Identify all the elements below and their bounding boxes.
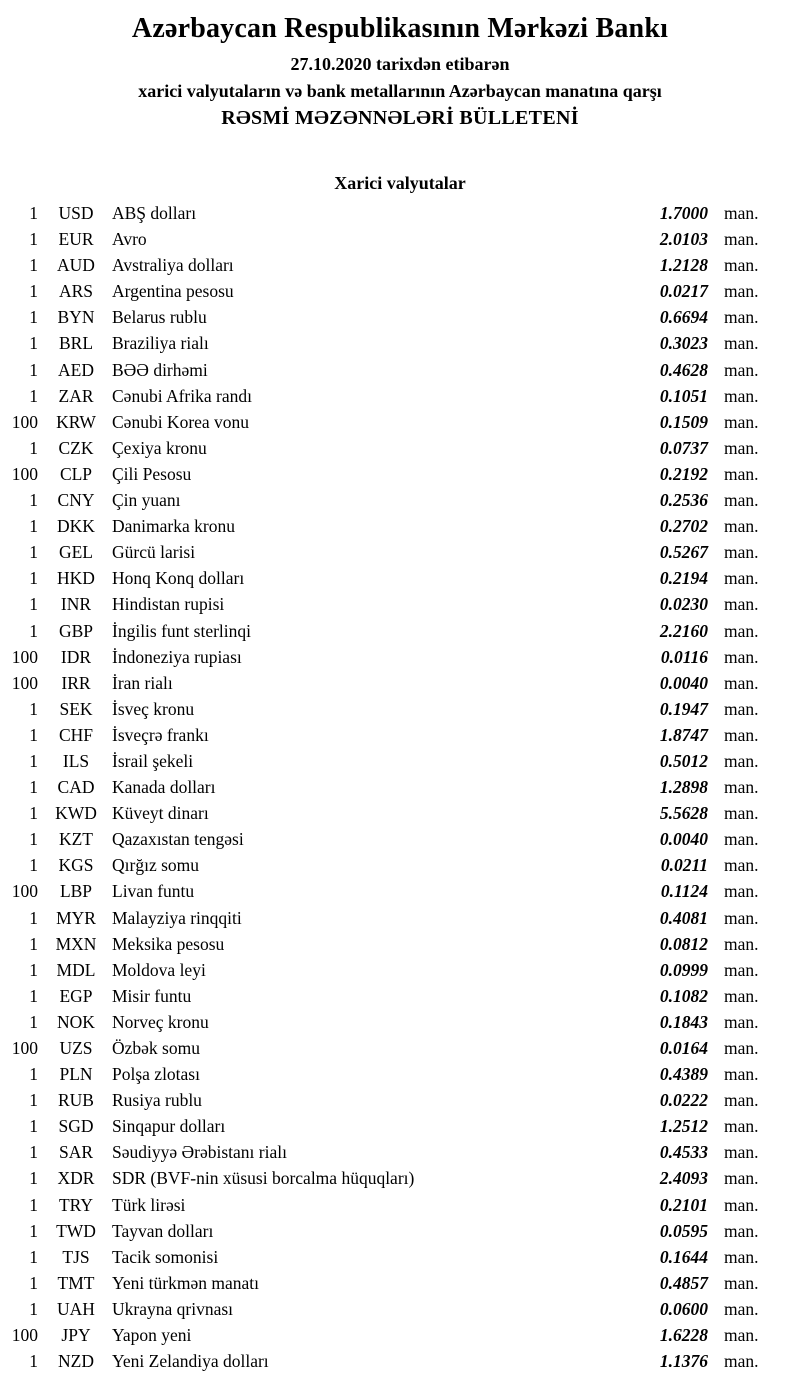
unit-cell: man. — [724, 1116, 759, 1137]
table-row — [0, 461, 800, 487]
unit-cell: man. — [724, 281, 759, 302]
quantity-cell: 1 — [29, 777, 38, 798]
table-row — [0, 722, 800, 748]
subtitle-line: xarici valyutaların və bank metallarının Azərbaycan manatına qarşı — [138, 81, 662, 101]
quantity-cell: 1 — [29, 568, 38, 589]
unit-cell: man. — [724, 646, 759, 667]
currency-name-cell: Çin yuanı — [112, 490, 181, 511]
quantity-cell: 1 — [29, 1168, 38, 1189]
table-row — [0, 226, 800, 252]
rate-value-cell: 0.1124 — [660, 881, 708, 902]
currency-name-cell: Moldova leyi — [112, 959, 206, 980]
currency-code-cell: MDL — [56, 959, 96, 980]
currency-name-cell: Norveç kronu — [112, 1011, 209, 1032]
table-row — [0, 748, 800, 774]
table-row — [0, 1244, 800, 1270]
currency-name-cell: Küveyt dinarı — [112, 803, 209, 824]
table-row — [0, 957, 800, 983]
rate-value-cell: 0.1644 — [659, 1246, 708, 1267]
rate-value-cell: 0.0999 — [659, 959, 708, 980]
unit-cell: man. — [724, 881, 759, 902]
quantity-cell: 1 — [29, 1194, 38, 1215]
currency-code-cell: GEL — [58, 542, 94, 563]
rate-value-cell: 1.8747 — [659, 724, 708, 745]
quantity-cell: 100 — [11, 463, 38, 484]
currency-name-cell: BƏƏ dirhəmi — [112, 359, 208, 380]
rate-value-cell: 1.2128 — [659, 255, 708, 276]
currency-code-cell: XDR — [57, 1168, 95, 1189]
rate-value-cell: 0.3023 — [659, 333, 708, 354]
quantity-cell: 1 — [29, 281, 38, 302]
quantity-cell: 1 — [29, 255, 38, 276]
currency-name-cell: SDR (BVF-nin xüsusi borcalma hüquqları) — [112, 1168, 415, 1189]
table-row — [0, 1061, 800, 1087]
currency-name-cell: Rusiya rublu — [112, 1090, 202, 1111]
currency-code-cell: AED — [58, 359, 94, 380]
currency-code-cell: CNY — [57, 490, 95, 511]
unit-cell: man. — [724, 1351, 759, 1372]
currency-code-cell: AUD — [57, 255, 95, 276]
currency-code-cell: UZS — [59, 1038, 93, 1058]
quantity-cell: 100 — [11, 646, 38, 667]
rate-value-cell: 0.1051 — [659, 385, 708, 406]
quantity-cell: 1 — [29, 750, 38, 771]
currency-name-cell: İran rialı — [112, 672, 173, 693]
currency-name-cell: İsrail şekeli — [112, 750, 194, 771]
quantity-cell: 1 — [29, 1272, 38, 1293]
currency-name-cell: Yapon yeni — [112, 1325, 192, 1346]
currency-code-cell: CHF — [58, 724, 94, 745]
unit-cell: man. — [724, 463, 759, 484]
rate-value-cell: 0.0116 — [660, 646, 708, 667]
rate-value-cell: 0.2101 — [659, 1194, 708, 1215]
rate-value-cell: 0.0222 — [659, 1090, 708, 1111]
table-row — [0, 878, 800, 904]
unit-cell: man. — [724, 724, 759, 745]
table-row — [0, 252, 800, 278]
document-header — [0, 0, 800, 131]
table-row — [0, 1009, 800, 1035]
unit-cell: man. — [724, 620, 759, 641]
quantity-cell: 1 — [29, 803, 38, 824]
rate-value-cell: 0.1947 — [659, 698, 708, 719]
unit-cell: man. — [724, 1038, 759, 1058]
unit-cell: man. — [724, 594, 759, 615]
currency-code-cell: RUB — [58, 1090, 94, 1111]
quantity-cell: 1 — [29, 385, 38, 406]
rate-value-cell: 0.2194 — [659, 568, 708, 589]
table-row — [0, 1296, 800, 1322]
table-row — [0, 931, 800, 957]
quantity-cell: 1 — [29, 333, 38, 354]
table-row — [0, 565, 800, 591]
quantity-cell: 1 — [29, 437, 38, 458]
currency-code-cell: SEK — [59, 698, 93, 719]
quantity-cell: 1 — [29, 829, 38, 850]
quantity-cell: 1 — [29, 307, 38, 328]
currency-code-cell: UAH — [57, 1298, 95, 1319]
currency-code-cell: KGS — [58, 855, 94, 876]
currency-name-cell: Cənubi Korea vonu — [112, 411, 250, 432]
rate-value-cell: 0.0164 — [659, 1038, 708, 1058]
rate-value-cell: 0.4081 — [659, 907, 708, 928]
currency-code-cell: CZK — [58, 437, 94, 458]
currency-name-cell: Avro — [112, 229, 147, 250]
unit-cell: man. — [724, 1325, 759, 1346]
unit-cell: man. — [724, 907, 759, 928]
currency-name-cell: Polşa zlotası — [112, 1064, 200, 1085]
currency-code-cell: ARS — [58, 281, 94, 302]
rate-value-cell: 0.0812 — [659, 933, 708, 954]
bulletin-title: RƏSMİ MƏZƏNNƏLƏRİ BÜLLETENİ — [221, 107, 579, 129]
rate-value-cell: 0.0040 — [659, 672, 708, 693]
unit-cell: man. — [724, 985, 759, 1006]
currency-code-cell: DKK — [57, 516, 95, 537]
quantity-cell: 1 — [29, 542, 38, 563]
currency-code-cell: IDR — [60, 646, 92, 667]
currency-code-cell: ILS — [62, 750, 90, 771]
unit-cell: man. — [724, 385, 759, 406]
rate-value-cell: 0.4628 — [659, 359, 708, 380]
unit-cell: man. — [724, 777, 759, 798]
quantity-cell: 1 — [29, 229, 38, 250]
unit-cell: man. — [724, 1272, 759, 1293]
unit-cell: man. — [724, 1011, 759, 1032]
currency-code-cell: BRL — [58, 333, 94, 354]
currency-name-cell: Yeni türkmən manatı — [112, 1272, 259, 1293]
table-row — [0, 330, 800, 356]
table-row — [0, 409, 800, 435]
quantity-cell: 1 — [29, 985, 38, 1006]
rate-value-cell: 0.5267 — [659, 542, 708, 563]
unit-cell: man. — [724, 803, 759, 824]
quantity-cell: 1 — [29, 490, 38, 511]
currency-name-cell: Gürcü larisi — [112, 542, 196, 563]
quantity-cell: 1 — [29, 1298, 38, 1319]
currency-name-cell: İndoneziya rupiası — [112, 646, 242, 667]
rate-value-cell: 0.4533 — [659, 1142, 708, 1163]
rate-value-cell: 5.5628 — [659, 803, 708, 824]
rate-value-cell: 0.0230 — [659, 594, 708, 615]
quantity-cell: 100 — [11, 1325, 38, 1346]
effective-date-line: 27.10.2020 tarixdən etibarən — [290, 54, 510, 74]
currency-code-cell: ZAR — [58, 385, 94, 406]
rate-value-cell: 0.1509 — [659, 411, 708, 432]
unit-cell: man. — [724, 1064, 759, 1085]
currency-code-cell: TMT — [57, 1272, 95, 1293]
table-row — [0, 1113, 800, 1139]
unit-cell: man. — [724, 1090, 759, 1111]
currency-name-cell: Malayziya rinqqiti — [112, 907, 242, 928]
quantity-cell: 1 — [29, 1220, 38, 1241]
currency-code-cell: BYN — [57, 307, 95, 328]
table-row — [0, 826, 800, 852]
currency-code-cell: KZT — [58, 829, 94, 850]
quantity-cell: 1 — [29, 359, 38, 380]
currency-name-cell: Livan funtu — [112, 881, 195, 902]
quantity-cell: 1 — [29, 203, 38, 223]
currency-name-cell: Argentina pesosu — [112, 281, 234, 302]
currency-name-cell: Braziliya rialı — [112, 333, 209, 354]
currency-name-cell: Avstraliya dolları — [112, 255, 234, 276]
rate-value-cell: 0.4857 — [659, 1272, 708, 1293]
currency-code-cell: SAR — [58, 1142, 94, 1163]
unit-cell: man. — [724, 516, 759, 537]
unit-cell: man. — [724, 1168, 759, 1189]
rate-value-cell: 2.2160 — [659, 620, 708, 641]
unit-cell: man. — [724, 542, 759, 563]
currency-code-cell: KRW — [56, 411, 96, 432]
quantity-cell: 1 — [29, 855, 38, 876]
rate-value-cell: 0.0737 — [659, 437, 708, 458]
currency-code-cell: KWD — [55, 803, 97, 824]
rate-value-cell: 2.0103 — [659, 229, 708, 250]
rate-value-cell: 1.2898 — [659, 777, 708, 798]
quantity-cell: 1 — [29, 907, 38, 928]
rate-value-cell: 0.2702 — [659, 516, 708, 537]
rate-value-cell: 0.5012 — [659, 750, 708, 771]
quantity-cell: 100 — [11, 672, 38, 693]
currency-code-cell: MXN — [55, 933, 97, 954]
table-row — [0, 513, 800, 539]
rate-value-cell: 2.4093 — [659, 1168, 708, 1189]
table-row — [0, 800, 800, 826]
rate-value-cell: 0.0217 — [659, 281, 708, 302]
currency-name-cell: Səudiyyə Ərəbistanı rialı — [112, 1142, 287, 1163]
currency-code-cell: MYR — [56, 907, 96, 928]
table-row — [0, 383, 800, 409]
table-row — [0, 200, 800, 226]
currency-code-cell: TWD — [56, 1220, 96, 1241]
currency-code-cell: TRY — [58, 1194, 94, 1215]
section-title-foreign-currencies: Xarici valyutalar — [334, 173, 466, 193]
table-row — [0, 774, 800, 800]
unit-cell: man. — [724, 672, 759, 693]
table-row — [0, 852, 800, 878]
rate-value-cell: 0.0040 — [659, 829, 708, 850]
currency-code-cell: LBP — [59, 881, 93, 902]
currency-name-cell: Kanada dolları — [112, 777, 216, 798]
quantity-cell: 1 — [29, 1116, 38, 1137]
unit-cell: man. — [724, 203, 759, 223]
currency-code-cell: PLN — [59, 1064, 93, 1085]
currency-name-cell: Honq Konq dolları — [112, 568, 245, 589]
currency-name-cell: İsveç kronu — [112, 698, 195, 719]
quantity-cell: 1 — [29, 698, 38, 719]
rate-value-cell: 1.2512 — [659, 1116, 708, 1137]
quantity-cell: 1 — [29, 516, 38, 537]
unit-cell: man. — [724, 829, 759, 850]
rate-value-cell: 0.1843 — [659, 1011, 708, 1032]
table-row — [0, 644, 800, 670]
unit-cell: man. — [724, 229, 759, 250]
unit-cell: man. — [724, 1194, 759, 1215]
currency-code-cell: CAD — [57, 777, 95, 798]
currency-code-cell: EUR — [58, 229, 94, 250]
quantity-cell: 1 — [29, 1351, 38, 1372]
quantity-cell: 1 — [29, 1064, 38, 1085]
currency-name-cell: Cənubi Afrika randı — [112, 385, 252, 406]
currency-code-cell: TJS — [62, 1246, 90, 1267]
currency-name-cell: ABŞ dolları — [112, 203, 197, 223]
currency-code-cell: IRR — [61, 672, 91, 693]
rate-value-cell: 0.0595 — [659, 1220, 708, 1241]
table-row — [0, 357, 800, 383]
currency-code-cell: CLP — [59, 463, 93, 484]
currency-name-cell: Çexiya kronu — [112, 437, 207, 458]
unit-cell: man. — [724, 437, 759, 458]
quantity-cell: 1 — [29, 1142, 38, 1163]
table-row — [0, 591, 800, 617]
currency-name-cell: Meksika pesosu — [112, 933, 225, 954]
unit-cell: man. — [724, 490, 759, 511]
quantity-cell: 1 — [29, 959, 38, 980]
rate-value-cell: 1.7000 — [659, 203, 708, 223]
page-title: Azərbaycan Respublikasının Mərkəzi Bankı — [131, 13, 669, 44]
currency-code-cell: INR — [60, 594, 92, 615]
table-row — [0, 1270, 800, 1296]
rate-value-cell: 0.1082 — [659, 985, 708, 1006]
unit-cell: man. — [724, 698, 759, 719]
currency-name-cell: Yeni Zelandiya dolları — [112, 1351, 269, 1372]
unit-cell: man. — [724, 855, 759, 876]
currency-name-cell: Ukrayna qrivnası — [112, 1298, 234, 1319]
currency-code-cell: USD — [58, 203, 94, 223]
table-row — [0, 983, 800, 1009]
table-row — [0, 539, 800, 565]
unit-cell: man. — [724, 959, 759, 980]
currency-name-cell: Çili Pesosu — [112, 463, 192, 484]
currency-code-cell: GBP — [58, 620, 94, 641]
table-row — [0, 1165, 800, 1191]
table-row — [0, 304, 800, 330]
quantity-cell: 1 — [29, 933, 38, 954]
table-row — [0, 1192, 800, 1218]
rate-value-cell: 1.1376 — [659, 1351, 708, 1372]
currency-name-cell: Belarus rublu — [112, 307, 207, 328]
currency-name-cell: Sinqapur dolları — [112, 1116, 226, 1137]
quantity-cell: 1 — [29, 724, 38, 745]
quantity-cell: 1 — [29, 1011, 38, 1032]
table-row — [0, 1348, 800, 1374]
table-row — [0, 1087, 800, 1113]
table-row — [0, 1035, 800, 1061]
currency-name-cell: Qırğız somu — [112, 855, 200, 876]
currency-code-cell: EGP — [59, 985, 93, 1006]
rates-table — [0, 200, 800, 1374]
currency-code-cell: SGD — [58, 1116, 94, 1137]
rate-value-cell: 0.0211 — [660, 855, 708, 876]
unit-cell: man. — [724, 568, 759, 589]
currency-name-cell: Hindistan rupisi — [112, 594, 225, 615]
table-row — [0, 435, 800, 461]
unit-cell: man. — [724, 1220, 759, 1241]
table-row — [0, 1218, 800, 1244]
rate-value-cell: 0.0600 — [659, 1298, 708, 1319]
table-row — [0, 905, 800, 931]
rate-value-cell: 1.6228 — [659, 1325, 708, 1346]
currency-name-cell: Tayvan dolları — [112, 1220, 214, 1241]
currency-name-cell: Qazaxıstan tengəsi — [112, 829, 244, 850]
currency-name-cell: Türk lirəsi — [112, 1194, 186, 1215]
quantity-cell: 1 — [29, 620, 38, 641]
currency-name-cell: İngilis funt sterlinqi — [112, 620, 252, 641]
currency-name-cell: Özbək somu — [112, 1038, 200, 1058]
rate-value-cell: 0.4389 — [659, 1064, 708, 1085]
unit-cell: man. — [724, 1142, 759, 1163]
quantity-cell: 1 — [29, 1246, 38, 1267]
unit-cell: man. — [724, 1246, 759, 1267]
quantity-cell: 1 — [29, 1090, 38, 1111]
currency-name-cell: Tacik somonisi — [112, 1246, 219, 1267]
unit-cell: man. — [724, 307, 759, 328]
table-row — [0, 278, 800, 304]
table-row — [0, 696, 800, 722]
unit-cell: man. — [724, 359, 759, 380]
currency-name-cell: İsveçrə frankı — [112, 724, 209, 745]
unit-cell: man. — [724, 1298, 759, 1319]
rate-value-cell: 0.2192 — [659, 463, 708, 484]
table-row — [0, 487, 800, 513]
unit-cell: man. — [724, 933, 759, 954]
quantity-cell: 100 — [11, 881, 38, 902]
quantity-cell: 100 — [11, 411, 38, 432]
currency-name-cell: Danimarka kronu — [112, 516, 235, 537]
quantity-cell: 100 — [11, 1038, 38, 1058]
currency-code-cell: JPY — [61, 1325, 91, 1346]
currency-code-cell: NOK — [57, 1011, 95, 1032]
table-row — [0, 670, 800, 696]
quantity-cell: 1 — [29, 594, 38, 615]
unit-cell: man. — [724, 333, 759, 354]
unit-cell: man. — [724, 750, 759, 771]
currency-code-cell: NZD — [58, 1351, 94, 1372]
table-row — [0, 1322, 800, 1348]
rate-value-cell: 0.6694 — [659, 307, 708, 328]
unit-cell: man. — [724, 255, 759, 276]
table-row — [0, 618, 800, 644]
currency-name-cell: Misir funtu — [112, 985, 192, 1006]
rate-value-cell: 0.2536 — [659, 490, 708, 511]
table-row — [0, 1139, 800, 1165]
currency-code-cell: HKD — [57, 568, 95, 589]
unit-cell: man. — [724, 411, 759, 432]
